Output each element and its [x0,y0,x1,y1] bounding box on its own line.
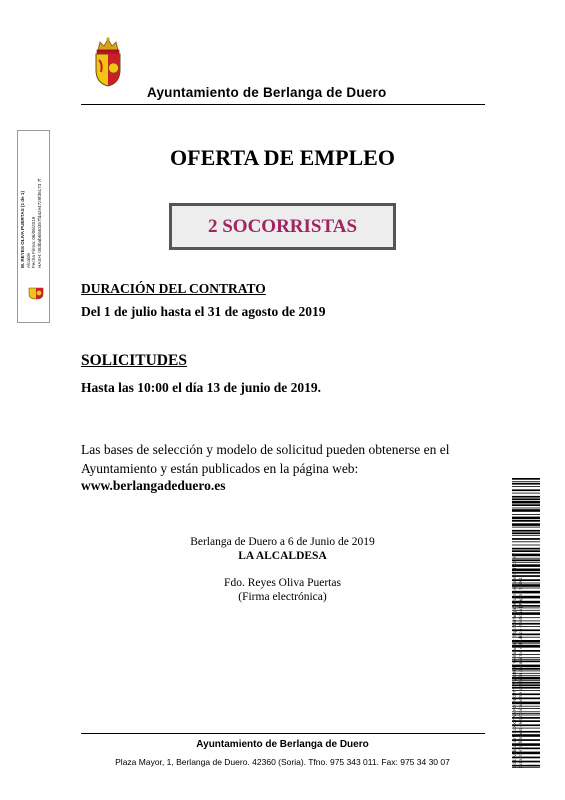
footer-organization: Ayuntamiento de Berlanga de Duero [196,739,369,750]
stamp-signer: M. REYES OLIVA PUERTAS (1 de 1) [20,191,25,268]
job-title-box [169,203,396,250]
info-text-line-2: Ayuntamiento y están publicados en la página web: [81,461,359,476]
footer-address: Plaza Mayor, 1, Berlanga de Duero. 42360 (Soria). Tfno. 975 343 011. Fax: 975 34 30 07 [115,757,450,767]
applications-text: Hasta las 10:00 el día 13 de junio de 2019. [81,380,322,395]
website-link[interactable]: www.berlangadeduero.es [81,478,226,493]
stamp-hash: HASH: 053bab6840357fda2e4729fd6173 7f [36,178,42,268]
verification-code: Cód. Validación: XLXXYWNPD7NKUTT3VWMN3 | Verificación: http://berlangadeduero.sedelectronica.es/ [512,552,517,768]
contract-duration-heading: DURACIÓN DEL CONTRATO [81,281,266,296]
header-divider [81,104,485,105]
footer-divider [81,733,485,734]
organization-header: Ayuntamiento de Berlanga de Duero [147,85,387,100]
place-date: Berlanga de Duero a 6 de Junio de 2019 [190,536,375,548]
info-text-line-1: Las bases de selección y modelo de solicitud pueden obtenerse en el [81,442,450,457]
coat-of-arms-icon [27,286,45,300]
stamp-date: Fecha Firma: 06/06/2019 [31,216,37,268]
signature-stamp-text [20,179,42,268]
electronic-signature-note: (Firma electrónica) [238,591,327,603]
job-title: 2 SOCORRISTAS [207,215,358,237]
signer-name: Fdo. Reyes Oliva Puertas [224,577,341,589]
signer-role: LA ALCALDESA [238,550,327,562]
applications-heading: SOLICITUDES [81,352,187,369]
coat-of-arms-icon [91,36,125,88]
verification-text [512,553,524,768]
document-title: OFERTA DE EMPLEO [170,145,395,170]
stamp-role: Alcalde [25,252,31,268]
contract-duration-text: Del 1 de julio hasta el 31 de agosto de 2019 [81,304,326,319]
verification-platform: Documento firmado electrónicamente desde la plataforma esPublico Gestiona | Página 1 de 1 [518,577,523,768]
